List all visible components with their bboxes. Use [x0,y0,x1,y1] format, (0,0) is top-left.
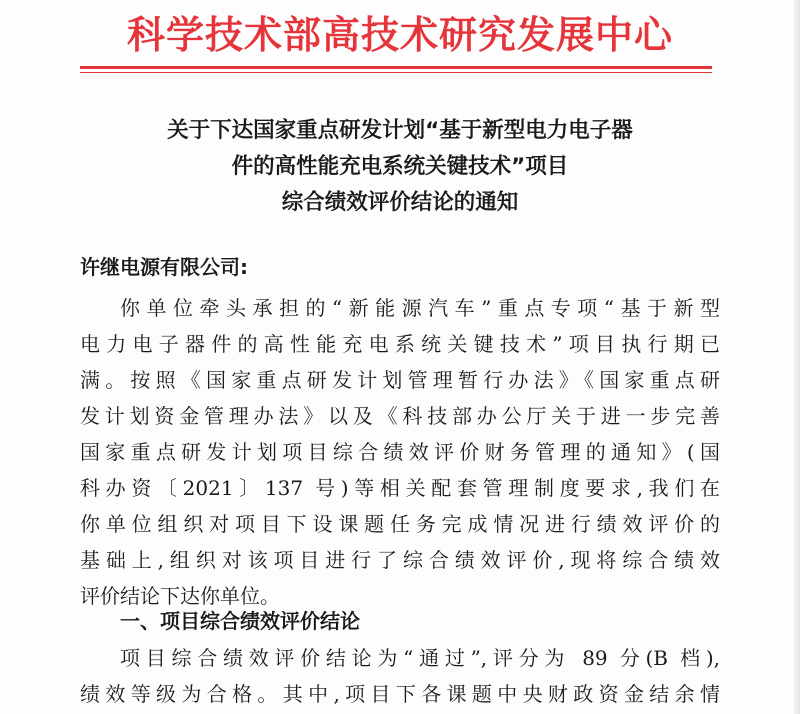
paragraph-line: 评价结论下达你单位。 [80,584,280,608]
paragraph-line: 国家重点研发计划项目综合绩效评价财务管理的通知》(国 [80,440,720,464]
paragraph-line: 科办资〔2021〕137 号)等相关配套管理制度要求,我们在 [80,476,720,500]
paragraph-line: 满。按照《国家重点研发计划管理暂行办法》《国家重点研 [80,368,720,392]
paragraph-1 [80,290,720,614]
scan-edge-shadow [794,0,800,714]
notice-title-line: 件的高性能充电系统关键技术”项目 [231,154,569,179]
addressee: 许继电源有限公司: [80,255,248,279]
paragraph-line: 电力电子器件的高性能充电系统关键技术”项目执行期已 [80,332,720,356]
paragraph-line: 基础上,组织对该项目进行了综合绩效评价,现将综合绩效 [80,548,720,572]
paragraph-line: 发计划资金管理办法》以及《科技部办公厅关于进一步完善 [80,404,720,428]
notice-title-line: 综合绩效评价结论的通知 [281,190,519,215]
issuing-organization-header: 科学技术部高技术研究发展中心 [126,13,673,57]
paragraph-2 [80,640,720,712]
paragraph-line: 项目综合绩效评价结论为“通过”,评分为 89 分(B 档), [120,646,720,670]
paragraph-line: 你单位牵头承担的“新能源汽车”重点专项“基于新型 [120,296,720,320]
header-red-rule-thick [80,66,712,69]
notice-title [80,113,720,221]
section-heading: 一、项目综合绩效评价结论 [120,609,360,633]
header-red-rule-thin [80,72,712,73]
paragraph-line: 你单位组织对项目下设课题任务完成情况进行绩效评价的 [80,512,720,536]
paragraph-line: 绩效等级为合格。其中,项目下各课题中央财政资金结余情 [80,682,720,706]
notice-title-line: 关于下达国家重点研发计划“基于新型电力电子器 [167,118,633,143]
